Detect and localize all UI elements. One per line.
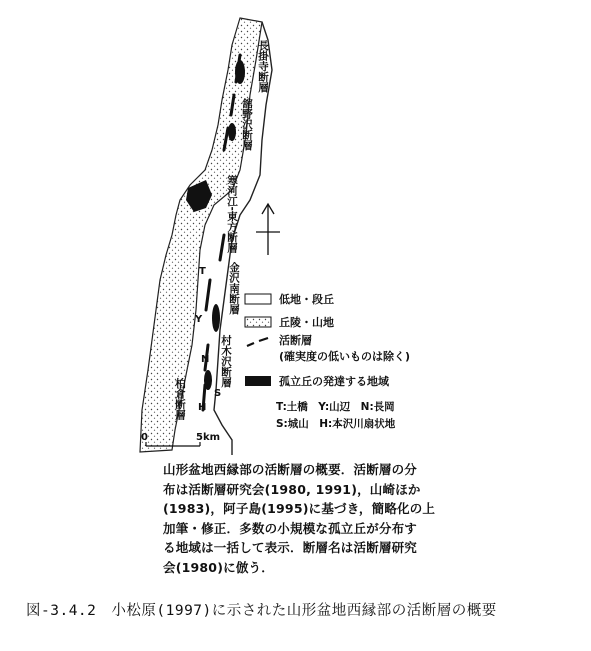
map-caption (163, 460, 481, 578)
map-letter-n: N (201, 354, 210, 365)
legend-abbr-row1: T:土橋 Y:山辺 N:長岡 (276, 401, 395, 413)
caption-line: (1983)，阿子島(1995)に基づき，簡略化の上 (163, 501, 436, 517)
caption-line: 布は活断層研究会(1980, 1991)，山崎ほか (163, 481, 421, 497)
hill-area (140, 18, 262, 452)
legend-label-lowland: 低地・段丘 (279, 293, 334, 306)
figure-title: 図-3.4.2 小松原(1997)に示された山形盆地西縁部の活断層の概要 (26, 603, 497, 619)
legend-swatch-hill (245, 317, 271, 327)
caption-line: る地域は一括して表示．断層名は活断層研究 (163, 540, 418, 556)
fault-label-tatenozawa: 舘野沢断層 (241, 98, 253, 151)
map-letter-y: Y (195, 314, 203, 325)
legend-label-isolated: 孤立丘の発達する地域 (279, 375, 389, 388)
legend-label-fault: 活断層 (279, 334, 312, 347)
caption-line: 会(1980)に倣う． (163, 559, 274, 575)
legend-abbr-row2: S:城山 H:本沢川扇状地 (276, 418, 396, 430)
legend (245, 292, 410, 430)
legend-swatch-fault (247, 343, 254, 346)
map-letter-h: H (198, 402, 207, 413)
fault-label-kanazawa-minami: 金沢南断層 (228, 262, 240, 315)
fault-label-murakizawa: 村木沢断層 (220, 335, 232, 388)
caption-line: 山形盆地西縁部の活断層の概要．活断層の分 (163, 462, 418, 477)
scale-zero: 0 (141, 432, 148, 443)
legend-label-fault-note: (確実度の低いものは除く) (279, 350, 411, 363)
map-letter-s: S (214, 388, 222, 399)
north-arrow-icon (256, 204, 280, 255)
fault-label-chokaiji: 長掛寺断層 (257, 40, 269, 93)
fault-label-sagae-higashi: 寒河江-東方断層 (226, 175, 238, 253)
legend-swatch-isolated (245, 376, 271, 386)
legend-swatch-lowland (245, 294, 271, 304)
fault-label-kashiwagura: 柏倉断層 (174, 378, 186, 420)
map-letter-t: T (199, 266, 206, 277)
caption-line: 加筆・修正．多数の小規模な孤立丘が分布す (163, 520, 418, 536)
legend-label-hill: 丘陵・山地 (279, 316, 334, 329)
scale-five: 5km (196, 432, 221, 443)
